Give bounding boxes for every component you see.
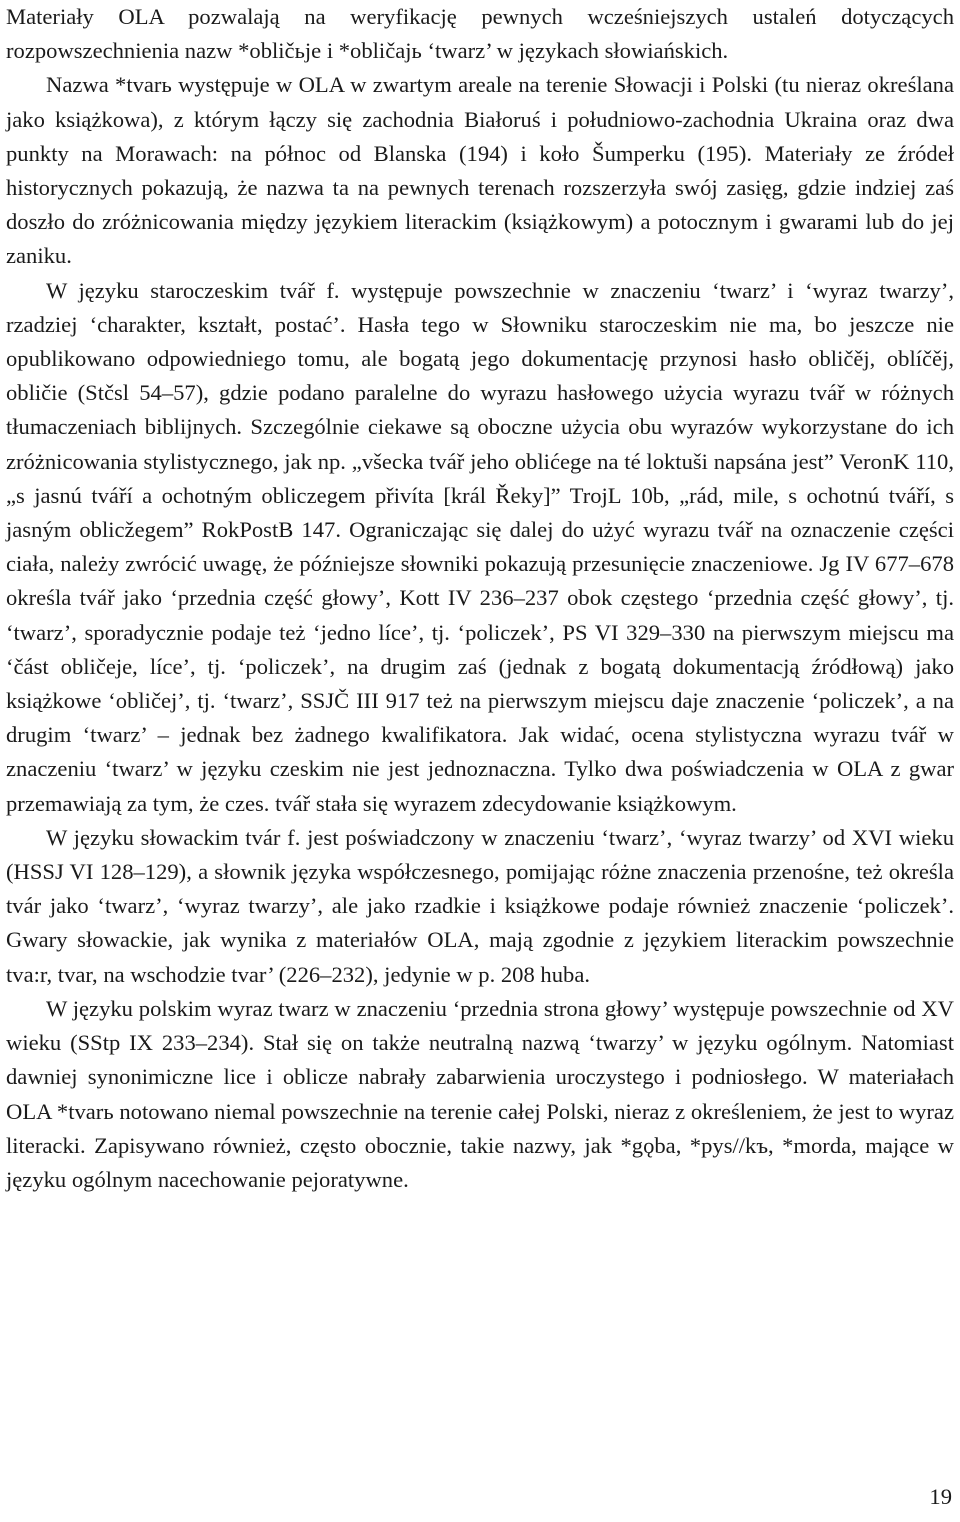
paragraph-3: W języku staroczeskim tvář f. występuje powszechnie w znaczeniu ‘twarz’ i ‘wyraz twarzy’, rzadziej ‘charakter, kształt, postać’. Hasła tego w Słowniku staroczeskim nie ma, bo jeszcze nie opublikowano odpowiedniego tomu, ale bogatą jego dokumentację przynosi hasło obličěj, oblíčěj, obličie (Stčsl 54–57), gdzie podano paralelne do wyrazu hasłowego użycia wyrazu tvář w różnych tłumaczeniach biblijnych. Szczególnie ciekawe są oboczne użycia obu wyrazów wykorzystane do ich zróżnicowania stylistycznego, jak np. „všecka tvář jeho oblićege na té loktuši napsána jest” VeronK 110, „s jasnú tváří a ochotným obliczegem přivíta [král Řeky]” TrojL 10b, „rád, mile, s ochotnú tváří, s jasným oblicžegem” RokPostB 147. Ograniczając się dalej do użyć wyrazu tvář na oznaczenie części ciała, należy zwrócić uwagę, że późniejsze słowniki pokazują przesunięcie znaczeniowe. Jg IV 677–678 określa tvář jako ‘przednia część głowy’, Kott IV 236–237 obok częstego ‘przednia część głowy’, tj. ‘twarz’, sporadycznie podaje też ‘jedno líce’, tj. ‘policzek’, PS VI 329–330 na pierwszym miejscu ma ‘část obličeje, líce’, tj. ‘policzek’, na drugim zaś (jednak z bogatą dokumentacją źródłową) jako książkowe ‘obličej’, tj. ‘twarz’, SSJČ III 917 też na pierwszym miejscu daje znaczenie ‘policzek’, a na drugim ‘twarz’ – jednak bez żadnego kwalifikatora. Jak widać, ocena stylistyczna wyrazu tvář w znaczeniu ‘twarz’ w języku czeskim nie jest jednoznaczna. Tylko dwa poświadczenia w OLA z gwar przemawiają za tym, że czes. tvář stała się wyrazem zdecydowanie książkowym. xyxy=(6,277,954,816)
paragraph-5: W języku polskim wyraz twarz w znaczeniu ‘przednia strona głowy’ występuje powszechnie od XV wieku (SStp IX 233–234). Stał się on także neutralną nazwą ‘twarzy’ w języku ogólnym. Natomiast dawniej synonimiczne lice i oblicze nabrały zabarwienia uroczystego i podniosłego. W materiałach OLA *tvarь notowano niemal powszechnie na terenie całej Polski, nieraz z określeniem, że jest to wyraz literacki. Zapisywano również, często obocznie, takie nazwy, jak *gǫba, *pys//kъ, *morda, mające w języku ogólnym nacechowanie pejoratywne. xyxy=(6,995,954,1192)
page-body xyxy=(6,0,954,1197)
paragraph-1: Materiały OLA pozwalają na weryfikację pewnych wcześniejszych ustaleń dotyczących rozpowszechnienia nazw *obličьje i *obličajь ‘twarz’ w językach słowiańskich. xyxy=(6,4,954,64)
paragraph-4: W języku słowackim tvár f. jest poświadczony w znaczeniu ‘twarz’, ‘wyraz twarzy’ od XVI wieku (HSSJ VI 128–129), a słownik języka współczesnego, pomijając różne znaczenia przenośne, też określa tvár jako ‘twarz’, ‘wyraz twarzy’, ale jako rzadkie i książkowe podaje również znaczenie ‘policzek’. Gwary słowackie, jak wynika z materiałów OLA, mają zgodnie z językiem literackim powszechnie tva:r, tvar, na wschodzie tvar’ (226–232), jedynie w p. 208 huba. xyxy=(6,824,954,987)
page-number: 19 xyxy=(929,1484,952,1509)
paragraph-2: Nazwa *tvarь występuje w OLA w zwartym areale na terenie Słowacji i Polski (tu nieraz określana jako książkowa), z którym łączy się zachodnia Białoruś i południowo-zachodnia Ukraina oraz dwa punkty na Morawach: na północ od Blanska (194) i koło Šumperku (195). Materiały ze źródeł historycznych pokazują, że nazwa ta na pewnych terenach rozszerzyła swój zasięg, gdzie indziej zaś doszło do zróżnicowania między językiem literackim (książkowym) a potocznym i gwarami lub do jej zaniku. xyxy=(6,72,954,269)
